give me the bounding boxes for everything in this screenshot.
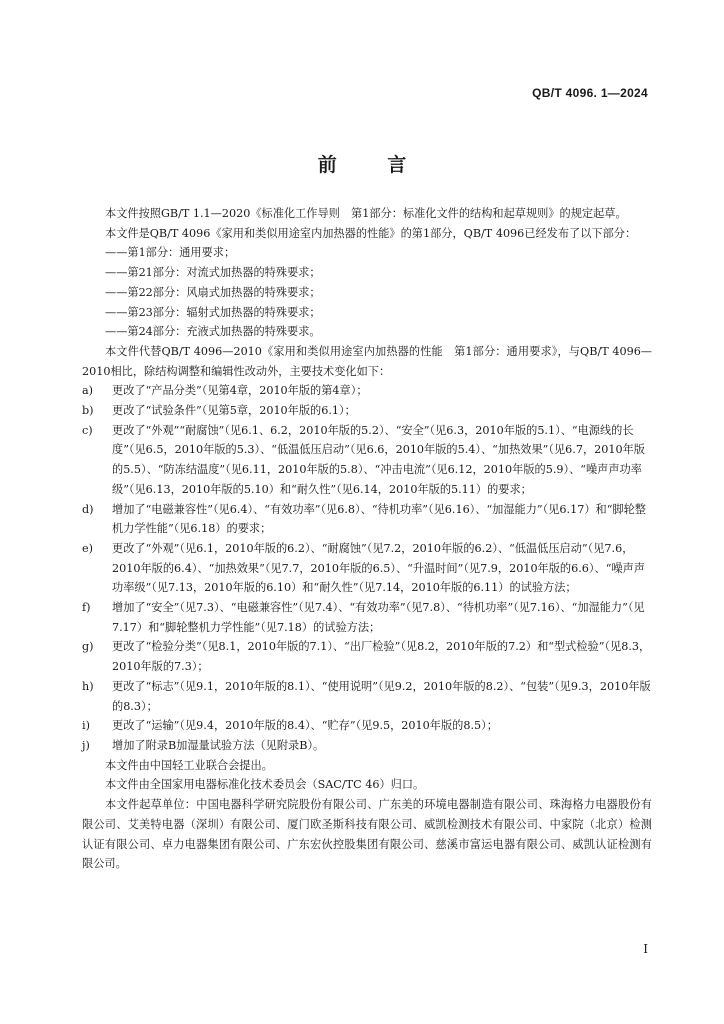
item-label: f) [82, 601, 91, 615]
item-text: 更改了“外观”“耐腐蚀”（见6.1、6.2，2010年版的5.2）、“安全”（见6.3，2010年版的5.1）、“电源线的长度”（见6.5，2010年版的5.3）、“低温低压启动”（见6.6，2010年版的5.4）、“加热效果”（见6.7，2010年版的5.5）、“防冻结温度”（见6.11，2010年版的5.8）、“冲击电流”（见6.12，2010年版的5.9）、“噪声声功率级”（见6.13，2010年版的5.10）和“耐久性”（见6.14，2010年版的5.11）的要求； [112, 423, 645, 496]
list-item [82, 500, 652, 539]
paragraph-part-intro: 本文件是QB/T 4096《家用和类似用途室内加热器的性能》的第1部分，QB/T 4096已经发布了以下部分： [105, 226, 637, 240]
item-text: 更改了“检验分类”（见8.1，2010年版的7.1）、“出厂检验”（见8.2，2010年版的7.2）和“型式检验”（见8.3，2010年版的7.3）； [112, 640, 651, 674]
item-text: 更改了“标志”（见9.1，2010年版的8.1）、“使用说明”（见9.2，2010年版的8.2）、“包装”（见9.3，2010年版的8.3）； [112, 679, 651, 713]
list-item [82, 677, 652, 716]
item-text: 更改了“试验条件”（见第5章，2010年版的6.1）； [112, 404, 356, 418]
parts-list [82, 243, 652, 342]
item-label: h) [82, 679, 94, 693]
list-item: ——第23部分：辐射式加热器的特殊要求； [105, 305, 321, 319]
page-title: 前 言 [317, 154, 429, 176]
paragraph-replacement: 本文件代替QB/T 4096—2010《家用和类似用途室内加热器的性能 第1部分：通用要求》，与QB/T 4096—2010相比，除结构调整和编辑性改动外，主要技术变化如下： [82, 344, 652, 378]
list-item [82, 637, 652, 676]
list-item [82, 716, 652, 736]
foreword-body [82, 204, 652, 874]
list-item: ——第22部分：风扇式加热器的特殊要求； [105, 285, 321, 299]
item-label: g) [82, 640, 94, 654]
standard-code: QB/T 4096. 1—2024 [532, 86, 648, 100]
list-item: ——第1部分：通用要求； [105, 246, 236, 260]
item-text: 更改了“外观”（见6.1，2010年版的6.2）、“耐腐蚀”（见7.2，2010年版的6.2）、“低温低压启动”（见7.6，2010年版的6.4）、“加热效果”（见7.7，2010年版的6.5）、“升温时间”（见7.9，2010年版的6.6）、“噪声声功率级”（见7.13，2010年版的6.10）和“耐久性”（见7.14，2010年版的6.11）的试验方法； [112, 541, 645, 595]
item-text: 更改了“产品分类”（见第4章，2010年版的第4章）； [112, 384, 368, 398]
item-label: c) [82, 423, 93, 437]
list-item [82, 736, 652, 756]
item-text: 增加了附录B加湿量试验方法（见附录B）。 [112, 738, 325, 752]
list-item [82, 598, 652, 637]
item-label: a) [82, 384, 94, 398]
item-text: 增加了“电磁兼容性”（见6.4）、“有效功率”（见6.8）、“待机功率”（见6.16）、“加湿能力”（见6.17）和“脚轮整机力学性能”（见6.18）的要求； [112, 502, 646, 536]
paragraph-drafters: 本文件起草单位：中国电器科学研究院股份有限公司、广东美的环境电器制造有限公司、珠海格力电器股份有限公司、艾美特电器（深圳）有限公司、厦门欧圣斯科技有限公司、威凯检测技术有限公司、中家院（北京）检测认证有限公司、卓力电器集团有限公司、广东宏伙控股集团有限公司、慈溪市富运电器有限公司、威凯认证检测有限公司。 [82, 798, 652, 871]
list-item: ——第21部分：对流式加热器的特殊要求； [105, 266, 321, 280]
list-item [82, 401, 652, 421]
paragraph-drafting-rules: 本文件按照GB/T 1.1—2020《标准化工作导则 第1部分：标准化文件的结构和起草规则》的规定起草。 [105, 207, 627, 220]
changes-list [82, 381, 652, 755]
list-item [82, 539, 652, 598]
item-text: 更改了“运输”（见9.4，2010年版的8.4）、“贮存”（见9.5，2010年版的8.5）； [112, 719, 498, 733]
item-label: e) [82, 541, 93, 555]
page-number: I [643, 942, 648, 956]
list-item [82, 421, 652, 500]
paragraph-proposer: 本文件由中国轻工业联合会提出。 [105, 758, 273, 772]
item-label: i) [82, 719, 90, 733]
paragraph-committee: 本文件由全国家用电器标准化技术委员会（SAC/TC 46）归口。 [105, 778, 425, 792]
item-text: 增加了“安全”（见7.3）、“电磁兼容性”（见7.4）、“有效功率”（见7.8）、“待机功率”（见7.16）、“加湿能力”（见7.17）和“脚轮整机力学性能”（见7.18）的试验方法； [112, 601, 645, 634]
item-label: j) [82, 738, 90, 752]
item-label: b) [82, 404, 94, 418]
list-item [82, 381, 652, 401]
list-item: ——第24部分：充液式加热器的特殊要求。 [105, 325, 321, 339]
item-label: d) [82, 502, 94, 516]
